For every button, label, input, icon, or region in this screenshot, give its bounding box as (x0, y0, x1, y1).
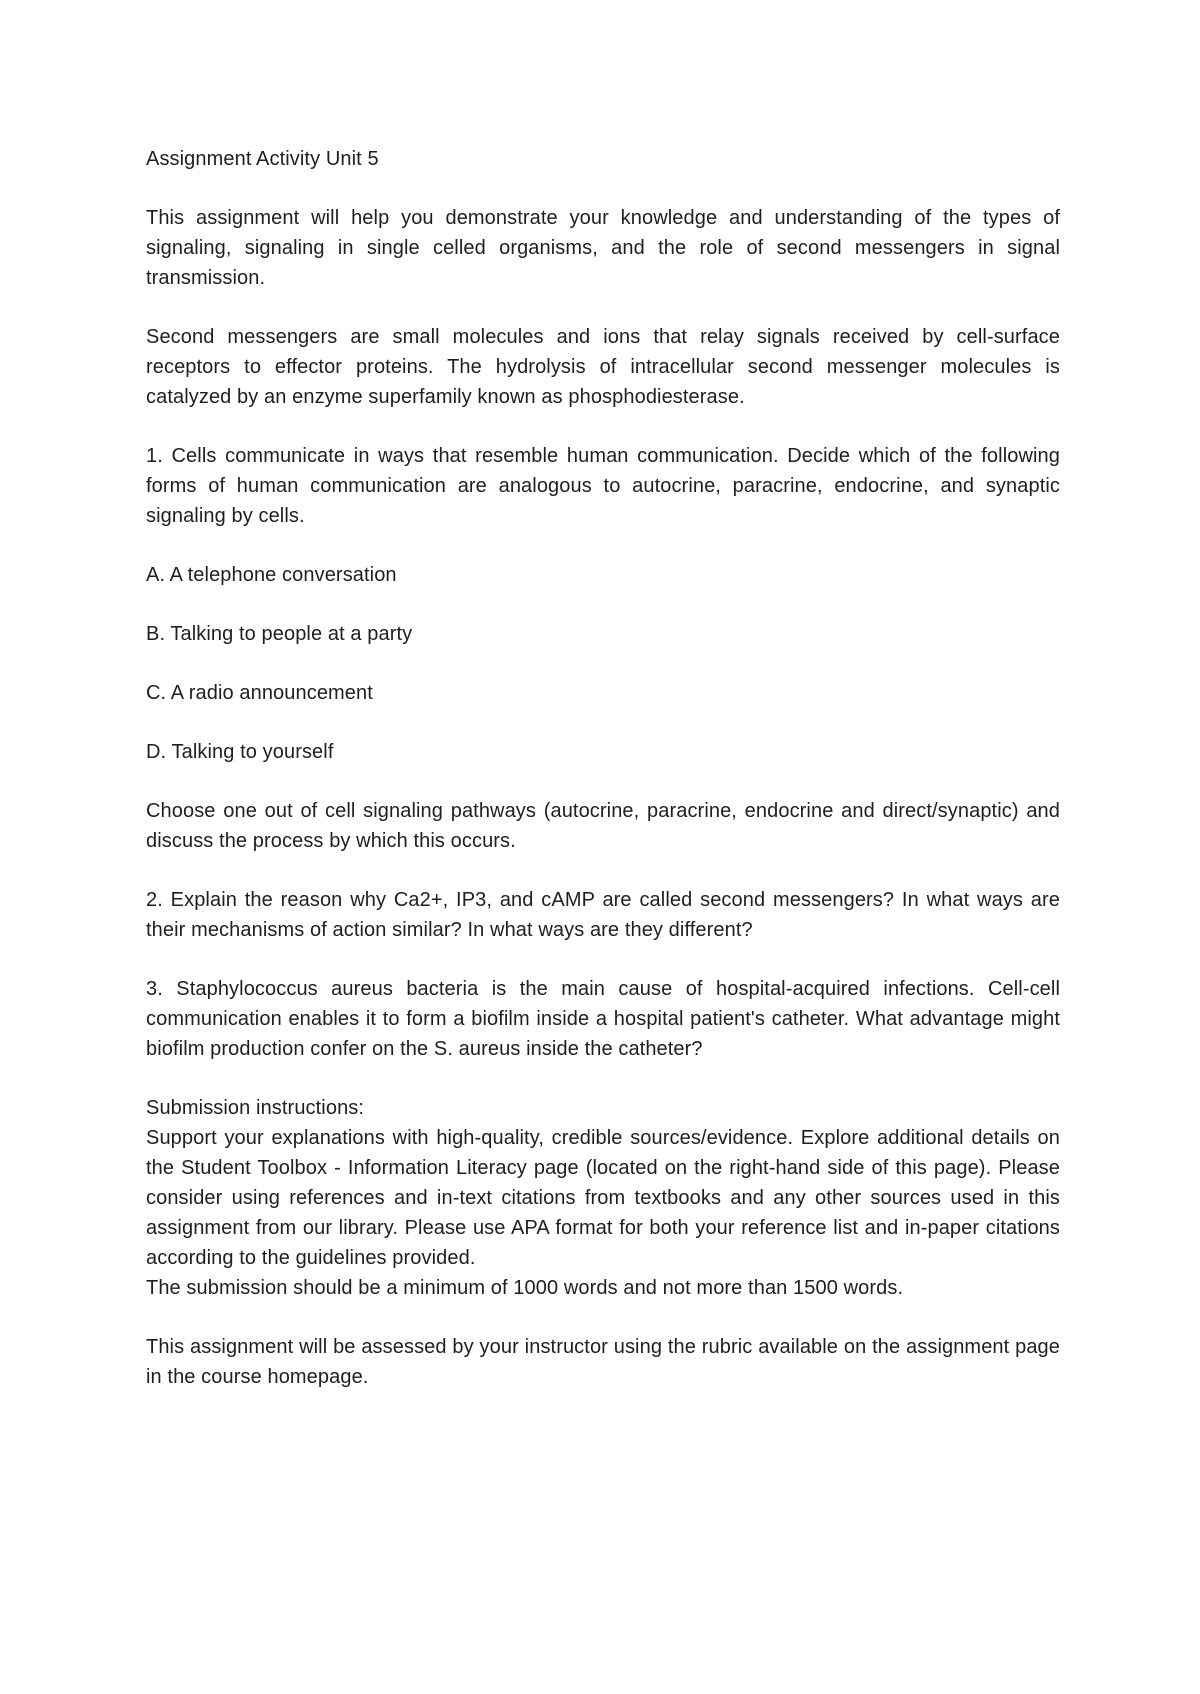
question-2: 2. Explain the reason why Ca2+, IP3, and cAMP are called second messengers? In what ways are their mechanisms of action similar? In what ways are they different? (146, 889, 1060, 941)
option-c: C. A radio announcement (146, 682, 373, 704)
second-messengers-paragraph: Second messengers are small molecules and ions that relay signals received by cell-surface receptors to effector proteins. The hydrolysis of intracellular second messenger molecules is catalyzed by an enzyme superfamily known as phosphodiesterase. (146, 326, 1060, 408)
question-1: 1. Cells communicate in ways that resemble human communication. Decide which of the following forms of human communication are analogous to autocrine, paracrine, endocrine, and synaptic signaling by cells. (146, 445, 1060, 527)
word-count-requirement: The submission should be a minimum of 1000 words and not more than 1500 words. (146, 1277, 904, 1299)
choose-pathway-paragraph: Choose one out of cell signaling pathways (autocrine, paracrine, endocrine and direct/synaptic) and discuss the process by which this occurs. (146, 800, 1060, 852)
submission-body: Support your explanations with high-quality, credible sources/evidence. Explore additional details on the Student Toolbox - Information Literacy page (located on the right-hand side of this page). Please consider using references and in-text citations from textbooks and any other sources used in this assignment from our library. Please use APA format for both your reference list and in-paper citations according to the guidelines provided. (146, 1127, 1060, 1269)
option-d: D. Talking to yourself (146, 741, 334, 763)
question-3: 3. Staphylococcus aureus bacteria is the main cause of hospital-acquired infections. Cell-cell communication enables it to form a biofilm inside a hospital patient's catheter. What advantage might biofilm production confer on the S. aureus inside the catheter? (146, 978, 1060, 1060)
submission-heading: Submission instructions: (146, 1097, 365, 1119)
option-b: B. Talking to people at a party (146, 623, 413, 645)
option-a: A. A telephone conversation (146, 564, 397, 586)
assessment-paragraph: This assignment will be assessed by your instructor using the rubric available on the assignment page in the course homepage. (146, 1336, 1060, 1388)
document-content (146, 144, 1060, 1421)
document-title: Assignment Activity Unit 5 (146, 148, 379, 170)
intro-paragraph: This assignment will help you demonstrate your knowledge and understanding of the types of signaling, signaling in single celled organisms, and the role of second messengers in signal transmission. (146, 207, 1060, 289)
